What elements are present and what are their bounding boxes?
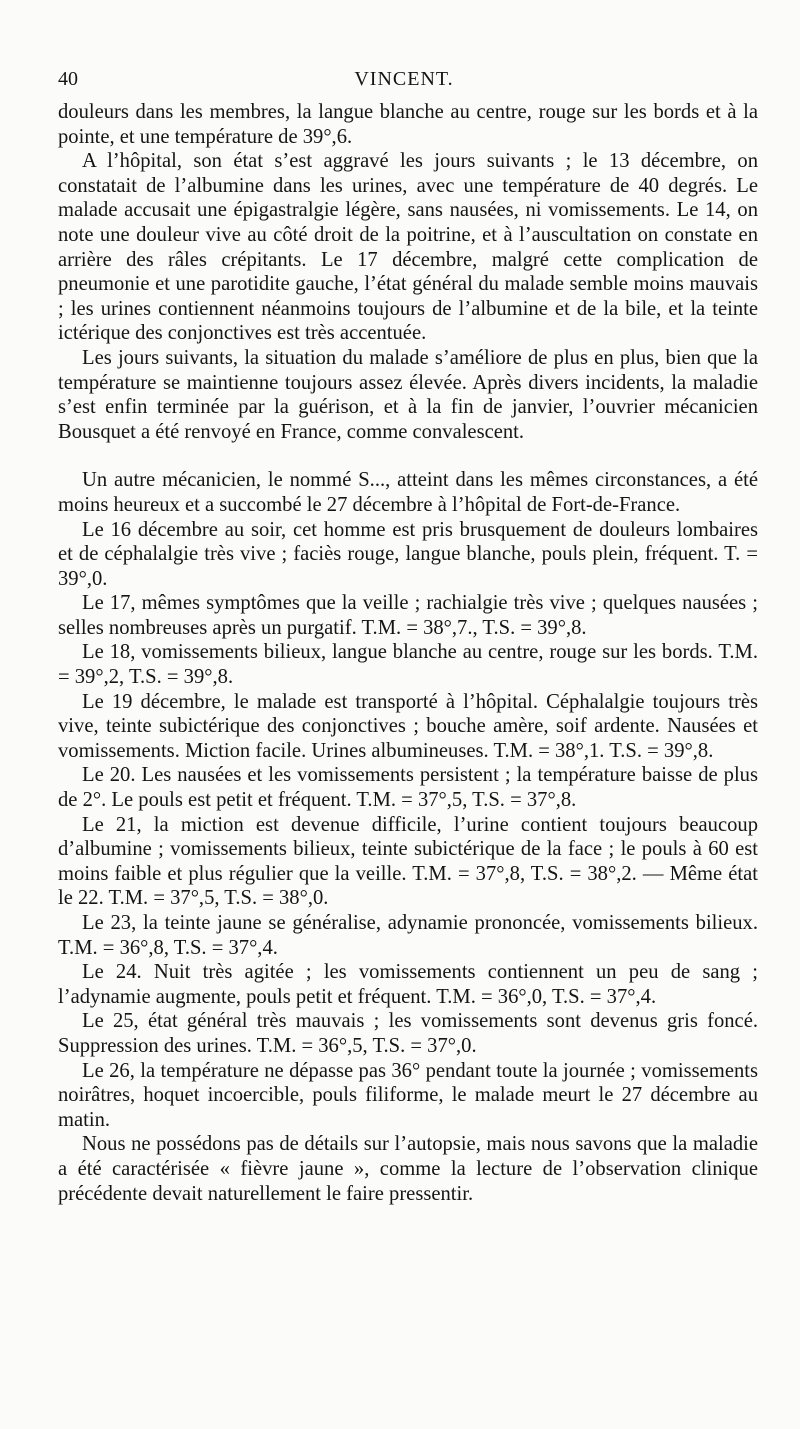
paragraph: Un autre mécanicien, le nommé S..., atteint dans les mêmes circonstances, a été moins heureux et a succombé le 27 décembre à l’hôpital de Fort-de-France.	[58, 469, 758, 516]
running-title: VINCENT.	[354, 68, 454, 90]
paragraph: Le 24. Nuit très agitée ; les vomissements contiennent un peu de sang ; l’adynamie augmente, pouls petit et fréquent. T.M. = 36°,0, T.S. = 37°,4.	[58, 961, 758, 1008]
paragraph: Le 19 décembre, le malade est transporté à l’hôpital. Céphalalgie toujours très vive, teinte subictérique des conjonctives ; bouche amère, soif ardente. Nausées et vomissements. Miction facile. Urines albumineuses. T.M. = 38°,1. T.S. = 39°,8.	[58, 690, 758, 762]
paragraph: Le 18, vomissements bilieux, langue blanche au centre, rouge sur les bords. T.M. = 39°,2, T.S. = 39°,8.	[58, 641, 758, 689]
paragraph: Les jours suivants, la situation du malade s’améliore de plus en plus, bien que la température se maintienne toujours assez élevée. Après divers incidents, la maladie s’est enfin terminée par la guérison, et à la fin de janvier, l’ouvrier mécanicien Bousquet a été renvoyé en France, comme convalescent.	[58, 346, 758, 443]
paragraph: Le 20. Les nausées et les vomissements persistent ; la température baisse de plus de 2°. Le pouls est petit et fréquent. T.M. = 37°,5, T.S. = 37°,8.	[58, 764, 758, 812]
paragraph: Le 17, mêmes symptômes que la veille ; rachialgie très vive ; quelques nausées ; selles nombreuses après un purgatif. T.M. = 38°,7., T.S. = 39°,8.	[58, 592, 758, 639]
page-number: 40	[58, 68, 78, 90]
paragraph: Le 21, la miction est devenue difficile, l’urine contient toujours beaucoup d’albumine ; vomissements bilieux, teinte subictérique de la face ; le pouls à 60 est moins faible et plus régulier que la veille. T.M. = 37°,8, T.S. = 38°,2. — Même état le 22. T.M. = 37°,5, T.S. = 38°,0.	[58, 813, 758, 910]
paragraph: Le 25, état général très mauvais ; les vomissements sont devenus gris foncé. Suppression des urines. T.M. = 36°,5, T.S. = 37°,0.	[58, 1010, 758, 1057]
paragraph: Le 16 décembre au soir, cet homme est pris brusquement de douleurs lombaires et de céphalalgie très vive ; faciès rouge, langue blanche, pouls plein, fréquent. T. = 39°,0.	[58, 518, 758, 590]
body-text	[58, 100, 758, 1206]
paragraph: Le 23, la teinte jaune se généralise, adynamie prononcée, vomissements bilieux. T.M. = 36°,8, T.S. = 37°,4.	[58, 912, 758, 959]
paragraph: Le 26, la température ne dépasse pas 36° pendant toute la journée ; vomissements noirâtres, hoquet incoercible, pouls filiforme, le malade meurt le 27 décembre au matin.	[58, 1059, 758, 1131]
page-header	[58, 68, 750, 94]
paragraph: Nous ne possédons pas de détails sur l’autopsie, mais nous savons que la maladie a été caractérisée « fièvre jaune », comme la lecture de l’observation clinique précédente devait naturellement le faire pressentir.	[58, 1133, 758, 1205]
paragraph: douleurs dans les membres, la langue blanche au centre, rouge sur les bords et à la pointe, et une température de 39°,6.	[58, 101, 758, 148]
paragraph: A l’hôpital, son état s’est aggravé les jours suivants ; le 13 décembre, on constatait de l’albumine dans les urines, avec une température de 40 degrés. Le malade accusait une épigastralgie légère, sans nausées, ni vomissements. Le 14, on note une douleur vive au côté droit de la poitrine, et à l’auscultation on constate en arrière des râles crépitants. Le 17 décembre, malgré cette complication de pneumonie et une parotidite gauche, l’état général du malade semble moins mauvais ; les urines contiennent néanmoins toujours de l’albumine et de la bile, et la teinte ictérique des conjonctives est très accentuée.	[58, 150, 758, 345]
